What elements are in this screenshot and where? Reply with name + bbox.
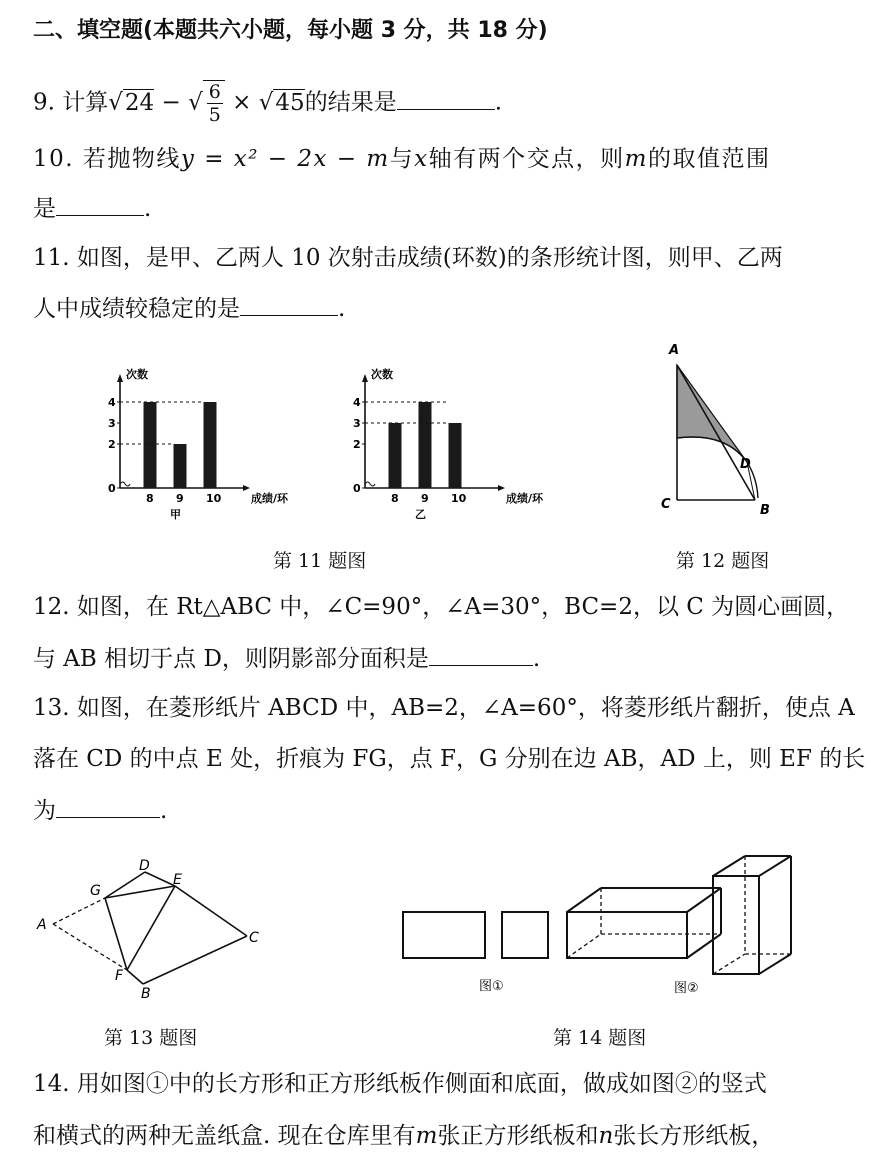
bar [419, 402, 432, 488]
axis-break [365, 482, 375, 486]
answer-blank-13[interactable] [56, 795, 160, 818]
label-B: B [141, 986, 151, 1002]
chart-title: 甲 [170, 508, 181, 521]
question-11-line2: 人中成绩较稳定的是 . [33, 293, 345, 324]
section-heading: 二、填空题(本题共六小题，每小题 3 分，共 18 分) [33, 18, 548, 43]
question-10: 10. 若抛物线y = x² − 2x − m与x轴有两个交点，则m的取值范围 [33, 146, 771, 172]
label-D: D [740, 457, 751, 472]
label-D: D [139, 858, 150, 874]
caption-fig13: 第 13 题图 [104, 1027, 198, 1049]
label-F: F [115, 968, 124, 984]
label-E: E [173, 872, 182, 888]
y-tick-label: 3 [108, 417, 116, 430]
answer-blank-12[interactable] [429, 643, 533, 666]
question-13: 13. 如图，在菱形纸片 ABCD 中，AB=2，∠A=60°，将菱形纸片翻折，使点 A [33, 695, 855, 721]
x-tick-label: 10 [451, 492, 467, 505]
y-axis-label: 次数 [126, 368, 148, 381]
y-tick-label: 0 [353, 482, 361, 495]
caption-fig12: 第 12 题图 [676, 550, 770, 572]
bar [204, 402, 217, 488]
caption-fig14: 第 14 题图 [553, 1027, 647, 1049]
label-G: G [90, 883, 101, 899]
label-B: B [760, 503, 770, 518]
label-fig1: 图① [479, 979, 504, 994]
axis-break [120, 482, 130, 486]
bar [144, 402, 157, 488]
figure-12 [655, 340, 785, 520]
caption-fig11: 第 11 题图 [273, 550, 367, 572]
figure-13 [35, 858, 275, 1003]
bar-chart-jia [100, 362, 310, 527]
question-14-line2: 和横式的两种无盖纸盒. 现在仓库里有m张正方形纸板和n张长方形纸板， [33, 1123, 775, 1149]
question-12-line2: 与 AB 相切于点 D，则阴影部分面积是 . [33, 643, 540, 674]
y-tick-label: 4 [108, 396, 116, 409]
y-axis-arrow [117, 374, 123, 382]
bar-chart-yi [345, 362, 565, 527]
y-tick-label: 4 [353, 396, 361, 409]
x-tick-label: 9 [421, 492, 429, 505]
label-fig2: 图② [674, 981, 699, 996]
bar [449, 423, 462, 488]
x-axis-label: 成绩/环 [251, 492, 289, 505]
label-A: A [37, 917, 47, 933]
y-axis-arrow [362, 374, 368, 382]
x-tick-label: 8 [391, 492, 399, 505]
question-12: 12. 如图，在 Rt△ABC 中，∠C=90°，∠A=30°，BC=2，以 C 为圆心画圆， [33, 594, 850, 620]
x-tick-label: 10 [206, 492, 222, 505]
question-13-line2: 落在 CD 的中点 E 处，折痕为 FG，点 F，G 分别在边 AB，AD 上，则 EF 的长 [33, 746, 866, 772]
answer-blank-9[interactable] [397, 87, 495, 110]
x-tick-label: 9 [176, 492, 184, 505]
y-tick-label: 2 [108, 438, 116, 451]
figure-14 [395, 850, 825, 1005]
x-axis-arrow [243, 485, 250, 491]
answer-blank-11[interactable] [240, 293, 338, 316]
label-C: C [249, 930, 259, 946]
y-tick-label: 2 [353, 438, 361, 451]
shaded-region [677, 365, 747, 462]
label-A: A [669, 343, 680, 358]
x-axis-arrow [498, 485, 505, 491]
bar [389, 423, 402, 488]
question-11: 11. 如图，是甲、乙两人 10 次射击成绩(环数)的条形统计图，则甲、乙两 [33, 245, 783, 271]
x-axis-label: 成绩/环 [506, 492, 544, 505]
question-14: 14. 用如图①中的长方形和正方形纸板作侧面和底面，做成如图②的竖式 [33, 1071, 767, 1097]
label-C: C [661, 497, 671, 512]
y-axis-label: 次数 [371, 368, 393, 381]
bar [174, 444, 187, 488]
question-13-line3: 为 . [33, 795, 167, 826]
y-tick-label: 0 [108, 482, 116, 495]
y-tick-label: 3 [353, 417, 361, 430]
question-10-line2: 是 . [33, 193, 151, 224]
question-9: 9. 计算√24 − √ $\frac{6}{5}$ × √45的结果是 . [33, 81, 503, 126]
x-tick-label: 8 [146, 492, 154, 505]
chart-title: 乙 [415, 508, 426, 521]
answer-blank-10[interactable] [56, 193, 144, 216]
